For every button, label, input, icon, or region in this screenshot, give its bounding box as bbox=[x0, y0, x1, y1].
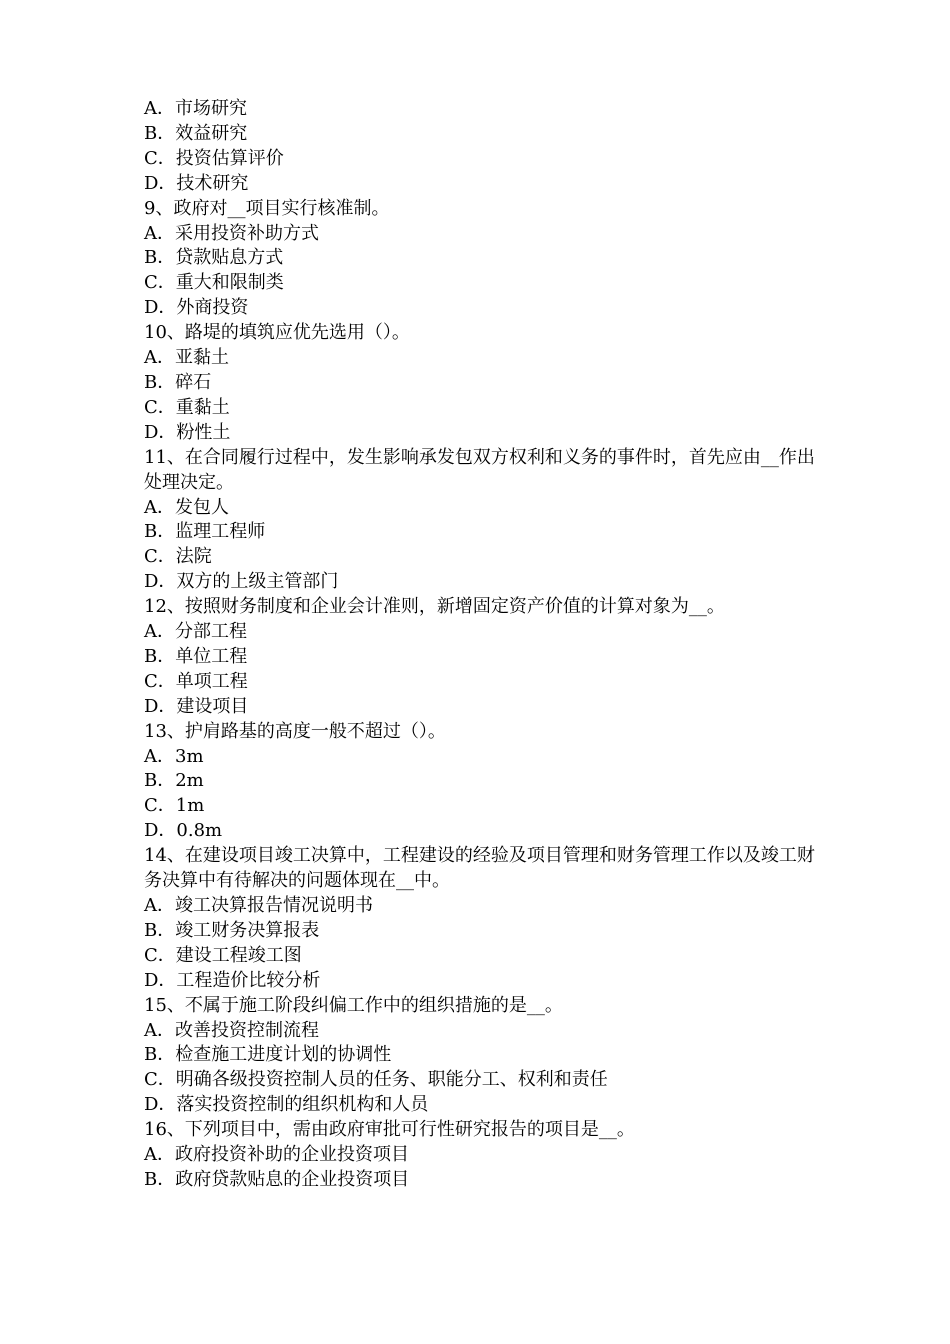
answer-option: D．0.8m bbox=[144, 820, 223, 842]
answer-option: B．2m bbox=[144, 770, 204, 792]
question-text: 10、路堤的填筑应优先选用（）。 bbox=[144, 322, 410, 344]
question-text: 16、下列项目中，需由政府审批可行性研究报告的项目是__。 bbox=[144, 1119, 635, 1141]
answer-option: D．建设项目 bbox=[144, 695, 249, 717]
answer-option: C．明确各级投资控制人员的任务、职能分工、权利和责任 bbox=[144, 1069, 608, 1091]
answer-option: D．工程造价比较分析 bbox=[144, 969, 321, 991]
question-text: 9、政府对__项目实行核准制。 bbox=[144, 197, 390, 219]
question-text: 11、在合同履行过程中，发生影响承发包双方权利和义务的事件时，首先应由__作出处理决定。 bbox=[144, 446, 815, 493]
answer-option: B．竣工财务决算报表 bbox=[144, 919, 320, 941]
answer-option: D．落实投资控制的组织机构和人员 bbox=[144, 1094, 429, 1116]
answer-option: B．政府贷款贴息的企业投资项目 bbox=[144, 1168, 410, 1190]
answer-option: A．发包人 bbox=[144, 496, 229, 518]
answer-option: B．监理工程师 bbox=[144, 521, 266, 543]
answer-option: C．投资估算评价 bbox=[144, 147, 284, 169]
answer-option: C．1m bbox=[144, 795, 205, 817]
answer-option: A．分部工程 bbox=[144, 621, 247, 643]
answer-option: A．改善投资控制流程 bbox=[144, 1019, 319, 1041]
answer-option: C．重大和限制类 bbox=[144, 272, 284, 294]
answer-option: B．单位工程 bbox=[144, 645, 248, 667]
answer-option: A．3m bbox=[144, 745, 204, 767]
answer-option: A．竣工决算报告情况说明书 bbox=[144, 895, 373, 916]
answer-option: C．法院 bbox=[144, 546, 212, 568]
answer-option: A．亚黏土 bbox=[144, 347, 229, 369]
answer-option: D．外商投资 bbox=[144, 297, 249, 319]
answer-option: B．碎石 bbox=[144, 371, 212, 393]
question-text: 13、护肩路基的高度一般不超过（）。 bbox=[144, 720, 446, 742]
answer-option: A．政府投资补助的企业投资项目 bbox=[144, 1144, 409, 1166]
answer-option: B．贷款贴息方式 bbox=[144, 247, 284, 269]
answer-option: B．检查施工进度计划的协调性 bbox=[144, 1044, 392, 1066]
answer-option: D．技术研究 bbox=[144, 172, 249, 194]
question-text: 12、按照财务制度和企业会计准则，新增固定资产价值的计算对象为__。 bbox=[144, 596, 725, 618]
answer-option: C．重黏土 bbox=[144, 396, 230, 418]
answer-option: A．市场研究 bbox=[144, 98, 247, 119]
question-text: 15、不属于施工阶段纠偏工作中的组织措施的是__。 bbox=[144, 994, 563, 1016]
question-text: 14、在建设项目竣工决算中，工程建设的经验及项目管理和财务管理工作以及竣工财务决算中有待解决的问题体现在__中。 bbox=[144, 845, 815, 892]
answer-option: D．粉性土 bbox=[144, 421, 231, 443]
answer-option: B．效益研究 bbox=[144, 122, 248, 144]
answer-option: C．建设工程竣工图 bbox=[144, 944, 302, 966]
answer-option: C．单项工程 bbox=[144, 670, 248, 692]
answer-option: A．采用投资补助方式 bbox=[144, 222, 319, 244]
document-body bbox=[144, 97, 824, 1193]
answer-option: D．双方的上级主管部门 bbox=[144, 571, 339, 593]
